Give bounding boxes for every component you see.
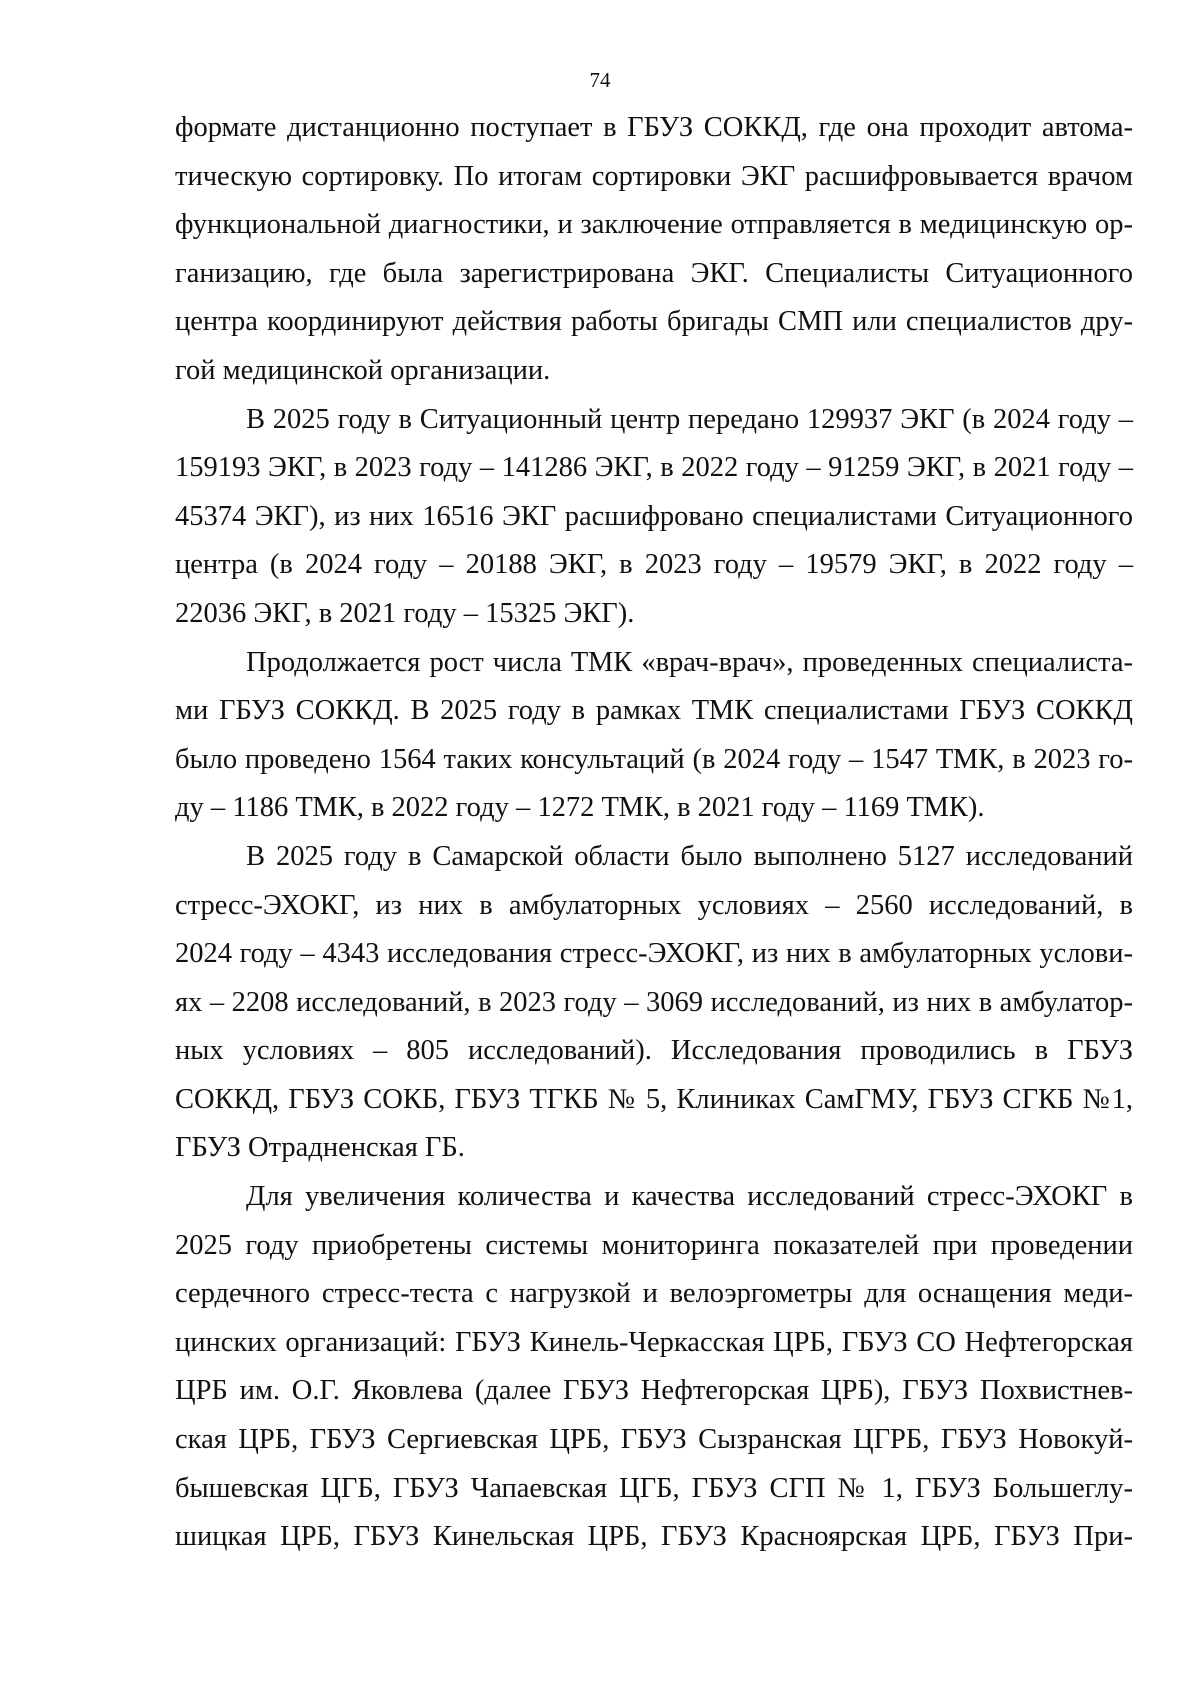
text-line: В 2025 году в Ситуационный центр передано 129937 ЭКГ (в 2024 году – <box>246 403 1133 435</box>
text-line: 45374 ЭКГ), из них 16516 ЭКГ расшифровано специалистами Ситуационного <box>175 500 1133 532</box>
paragraph-ecg-remote-transmission <box>175 104 1133 396</box>
paragraph-telemedicine-consultations <box>175 639 1133 833</box>
document-body <box>175 104 1133 1562</box>
text-line: ях – 2208 исследований, в 2023 году – 3069 исследований, из них в амбулатор- <box>175 986 1133 1018</box>
text-line: В 2025 году в Самарской области было выполнено 5127 исследований <box>246 840 1133 872</box>
text-line: бышевская ЦГБ, ГБУЗ Чапаевская ЦГБ, ГБУЗ СГП № 1, ГБУЗ Большеглу- <box>175 1472 1133 1504</box>
text-line: центра (в 2024 году – 20188 ЭКГ, в 2023 году – 19579 ЭКГ, в 2022 году – <box>175 549 1133 581</box>
text-line: 2024 году – 4343 исследования стресс-ЭХОКГ, из них в амбулаторных услови- <box>175 938 1133 970</box>
text-line: функциональной диагностики, и заключение отправляется в медицинскую ор- <box>175 209 1133 241</box>
paragraph-stress-echocg-studies <box>175 833 1133 1173</box>
text-line: ми ГБУЗ СОККД. В 2025 году в рамках ТМК специалистами ГБУЗ СОККД <box>175 695 1133 727</box>
text-line: центра координируют действия работы бригады СМП или специалистов дру- <box>175 306 1133 338</box>
text-line: ГБУЗ Отрадненская ГБ. <box>175 1132 465 1164</box>
text-line: ных условиях – 805 исследований). Исследования проводились в ГБУЗ <box>175 1035 1133 1067</box>
text-line: сердечного стресс-теста с нагрузкой и велоэргометры для оснащения меди- <box>175 1278 1133 1310</box>
paragraph-ecg-statistics <box>175 396 1133 639</box>
text-line: ду – 1186 ТМК, в 2022 году – 1272 ТМК, в 2021 году – 1169 ТМК). <box>175 792 985 824</box>
text-line: было проведено 1564 таких консультаций (в 2024 году – 1547 ТМК, в 2023 го- <box>175 743 1133 775</box>
text-line: 22036 ЭКГ, в 2021 году – 15325 ЭКГ). <box>175 597 635 629</box>
text-line: тическую сортировку. По итогам сортировки ЭКГ расшифровывается врачом <box>175 160 1133 192</box>
text-line: Продолжается рост числа ТМК «врач-врач», проведенных специалиста- <box>246 646 1133 678</box>
text-line: Для увеличения количества и качества исследований стресс-ЭХОКГ в <box>246 1181 1133 1213</box>
text-line: гой медицинской организации. <box>175 354 551 386</box>
text-line: ЦРБ им. О.Г. Яковлева (далее ГБУЗ Нефтегорская ЦРБ), ГБУЗ Похвистнев- <box>175 1375 1133 1407</box>
text-line: шицкая ЦРБ, ГБУЗ Кинельская ЦРБ, ГБУЗ Красноярская ЦРБ, ГБУЗ При- <box>175 1521 1133 1553</box>
text-line: формате дистанционно поступает в ГБУЗ СОККД, где она проходит автома- <box>175 112 1133 143</box>
text-line: стресс-ЭХОКГ, из них в амбулаторных условиях – 2560 исследований, в <box>175 889 1133 921</box>
text-line: ганизацию, где была зарегистрирована ЭКГ. Специалисты Ситуационного <box>175 257 1133 289</box>
page-number: 74 <box>589 68 611 92</box>
text-line: 159193 ЭКГ, в 2023 году – 141286 ЭКГ, в 2022 году – 91259 ЭКГ, в 2021 году – <box>175 452 1133 484</box>
text-line: СОККД, ГБУЗ СОКБ, ГБУЗ ТГКБ № 5, Клиниках СамГМУ, ГБУЗ СГКБ №1, <box>175 1083 1133 1115</box>
text-line: цинских организаций: ГБУЗ Кинель-Черкасская ЦРБ, ГБУЗ СО Нефтегорская <box>175 1326 1133 1358</box>
text-line: 2025 году приобретены системы мониторинга показателей при проведении <box>175 1229 1133 1261</box>
paragraph-equipment-procurement <box>175 1173 1133 1562</box>
text-line: ская ЦРБ, ГБУЗ Сергиевская ЦРБ, ГБУЗ Сызранская ЦГРБ, ГБУЗ Новокуй- <box>175 1424 1133 1456</box>
